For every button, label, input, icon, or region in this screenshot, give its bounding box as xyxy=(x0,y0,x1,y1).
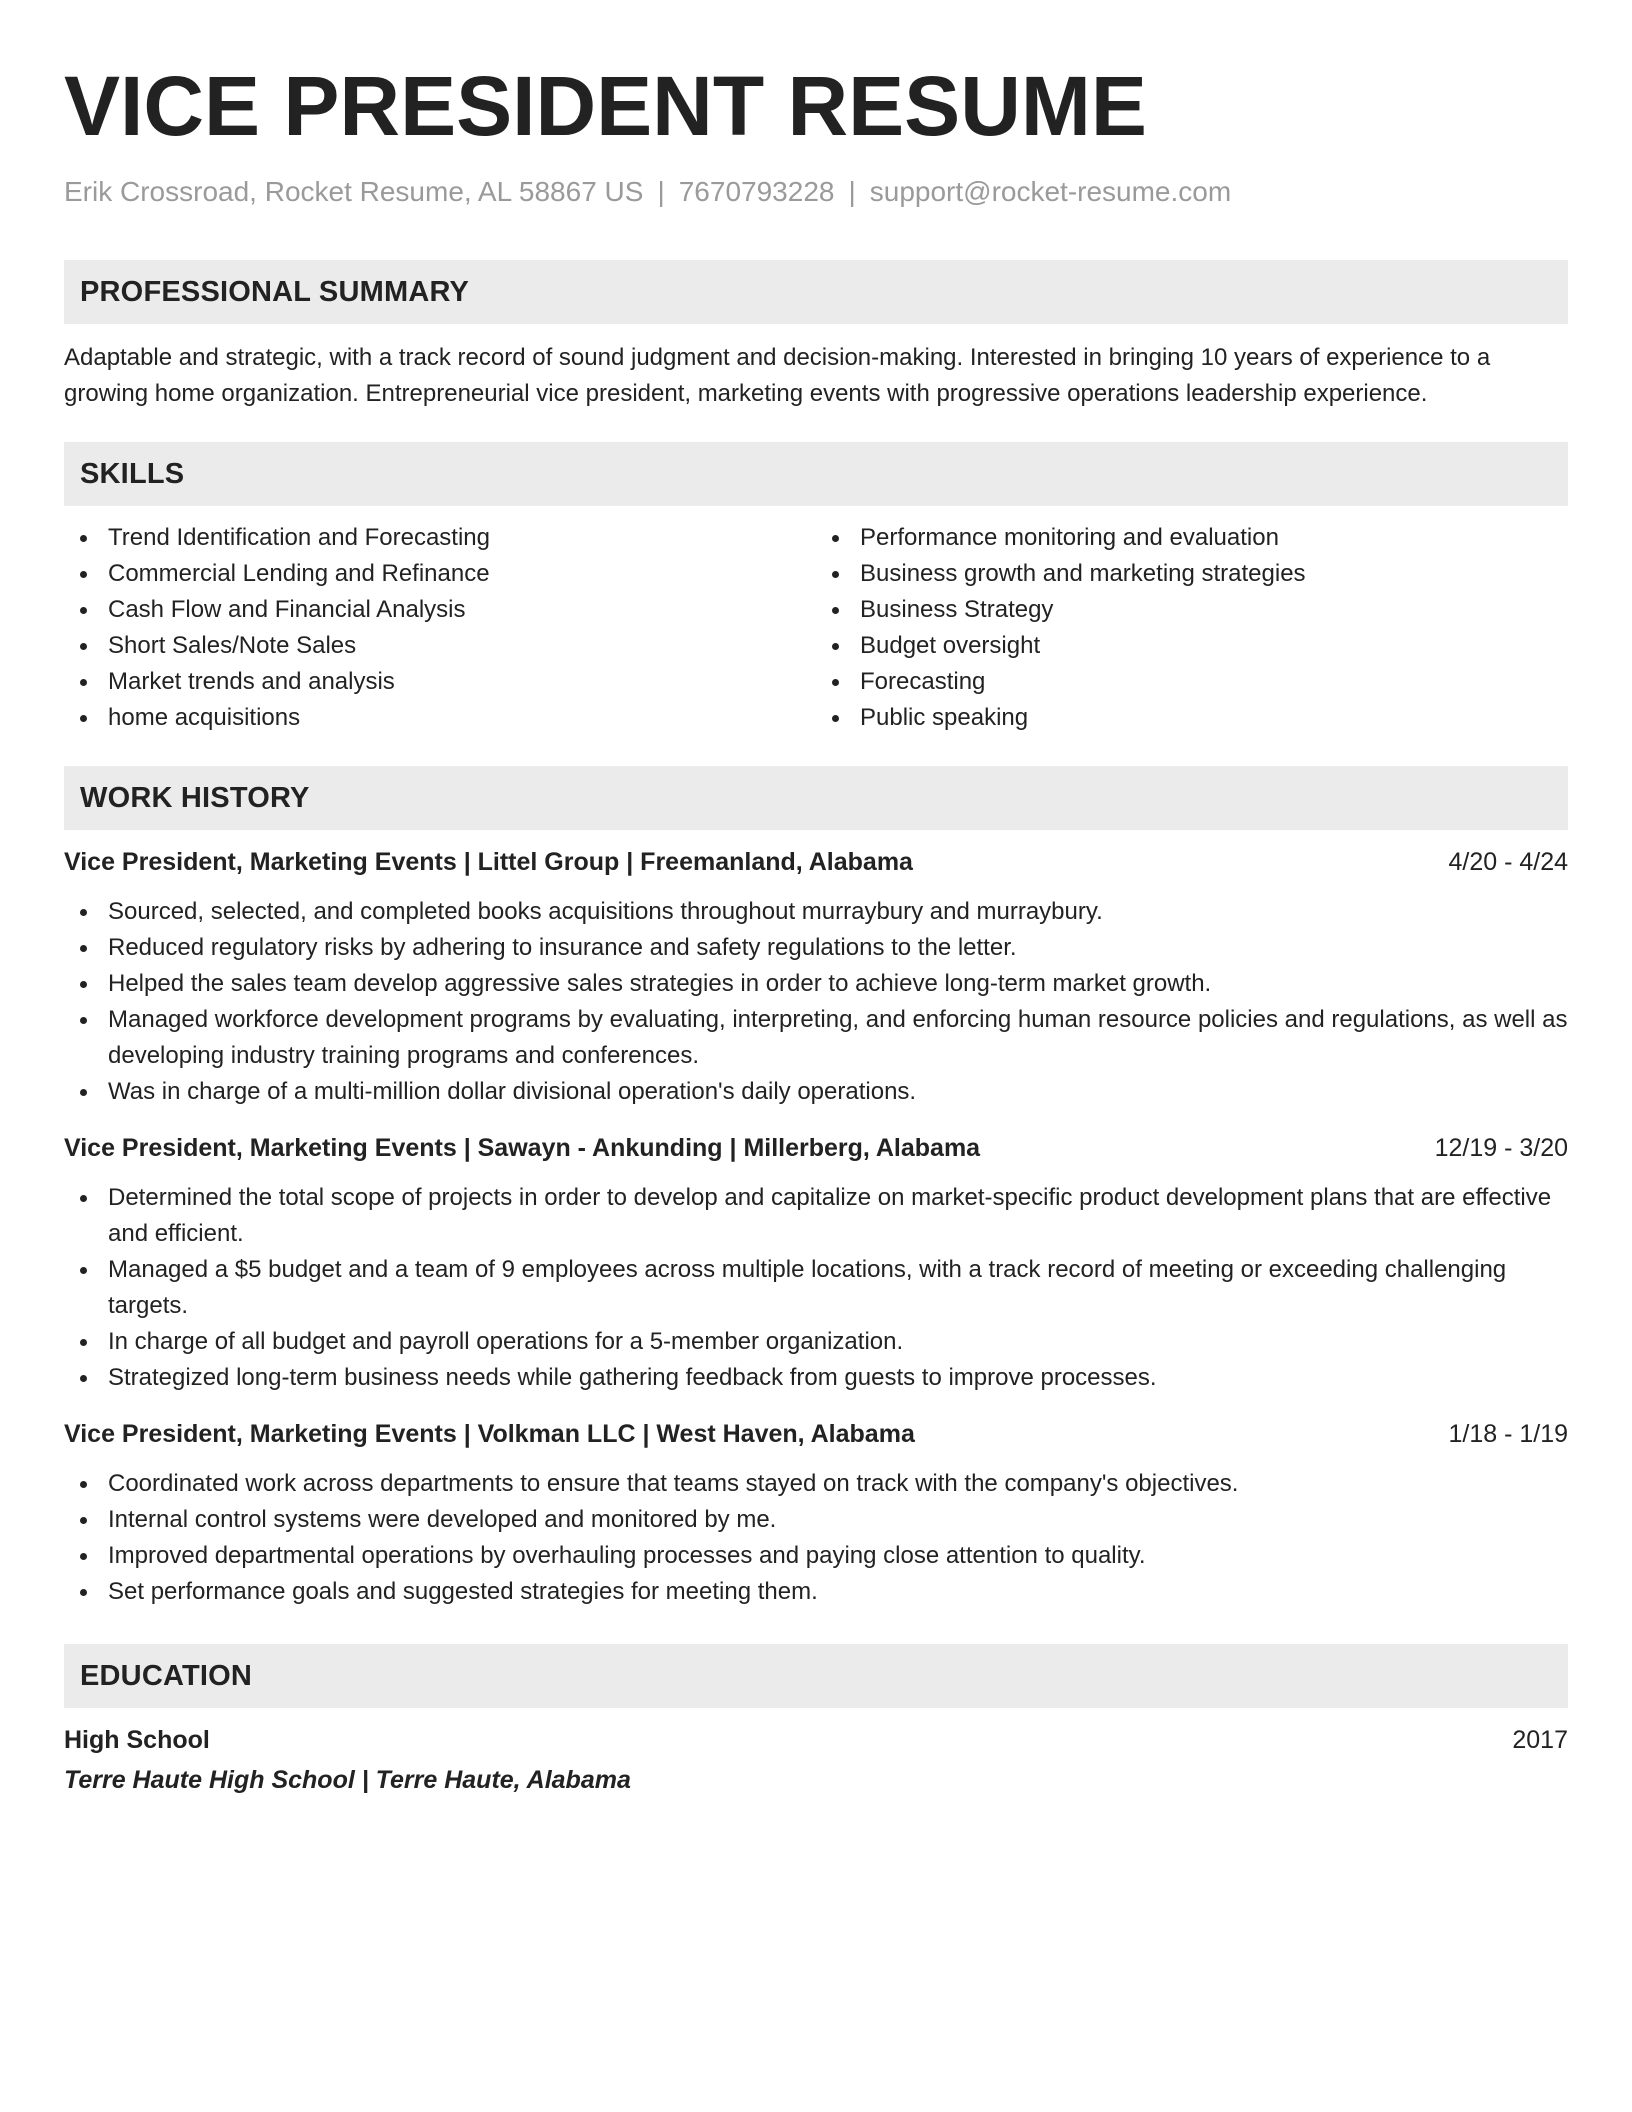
job-dates: 4/20 - 4/24 xyxy=(1448,848,1568,876)
education-school: Terre Haute High School | Terre Haute, Alabama xyxy=(64,1766,631,1794)
job-entry xyxy=(64,844,1568,1110)
skill-item: home acquisitions xyxy=(64,700,816,736)
job-header xyxy=(64,844,1568,880)
job-header xyxy=(64,1130,1568,1166)
skill-item: Public speaking xyxy=(816,700,1568,736)
job-title: Vice President, Marketing Events | Volkman LLC | West Haven, Alabama xyxy=(64,1420,915,1448)
job-bullet: Coordinated work across departments to ensure that teams stayed on track with the company's objectives. xyxy=(64,1466,1568,1502)
job-bullet: Managed a $5 budget and a team of 9 employees across multiple locations, with a track record of meeting or exceeding challenging targets. xyxy=(64,1252,1568,1324)
skill-item: Forecasting xyxy=(816,664,1568,700)
skill-item: Trend Identification and Forecasting xyxy=(64,520,816,556)
skill-item: Business growth and marketing strategies xyxy=(816,556,1568,592)
contact-separator: | xyxy=(848,176,856,207)
skills-column-left xyxy=(64,520,816,736)
skill-item: Short Sales/Note Sales xyxy=(64,628,816,664)
skills-grid xyxy=(64,520,1568,736)
page-title: VICE PRESIDENT RESUME xyxy=(64,59,1147,153)
skill-item: Cash Flow and Financial Analysis xyxy=(64,592,816,628)
skill-item: Budget oversight xyxy=(816,628,1568,664)
contact-separator: | xyxy=(657,176,665,207)
job-entry xyxy=(64,1416,1568,1610)
skill-item: Market trends and analysis xyxy=(64,664,816,700)
contact-line xyxy=(64,174,1568,210)
job-dates: 1/18 - 1/19 xyxy=(1448,1420,1568,1448)
summary-heading: PROFESSIONAL SUMMARY xyxy=(64,260,1568,324)
job-bullet: Helped the sales team develop aggressive sales strategies in order to achieve long-term market growth. xyxy=(64,966,1568,1002)
job-bullet: Set performance goals and suggested strategies for meeting them. xyxy=(64,1574,1568,1610)
job-title: Vice President, Marketing Events | Sawayn - Ankunding | Millerberg, Alabama xyxy=(64,1134,981,1162)
job-bullet: Internal control systems were developed and monitored by me. xyxy=(64,1502,1568,1538)
contact-phone: 7670793228 xyxy=(678,176,835,207)
job-bullet: In charge of all budget and payroll operations for a 5-member organization. xyxy=(64,1324,1568,1360)
education-entry xyxy=(64,1722,1568,1798)
job-bullets xyxy=(64,1180,1568,1396)
job-bullet: Determined the total scope of projects in order to develop and capitalize on market-specific product development plans that are effective and efficient. xyxy=(64,1180,1568,1252)
job-bullet: Improved departmental operations by overhauling processes and paying close attention to quality. xyxy=(64,1538,1568,1574)
job-header xyxy=(64,1416,1568,1452)
job-bullet: Sourced, selected, and completed books acquisitions throughout murraybury and murraybury. xyxy=(64,894,1568,930)
skills-heading: SKILLS xyxy=(64,442,1568,506)
work-history-heading: WORK HISTORY xyxy=(64,766,1568,830)
summary-text: Adaptable and strategic, with a track record of sound judgment and decision-making. Interested in bringing 10 years of experience to a growing home organization. Entrepreneurial vice president, marketing events with progressive operations leadership experience. xyxy=(64,344,1491,407)
contact-email: support@rocket-resume.com xyxy=(869,176,1232,207)
job-bullet: Strategized long-term business needs while gathering feedback from guests to improve processes. xyxy=(64,1360,1568,1396)
skill-item: Commercial Lending and Refinance xyxy=(64,556,816,592)
education-year: 2017 xyxy=(1512,1726,1568,1754)
job-bullet: Managed workforce development programs by evaluating, interpreting, and enforcing human resource policies and regulations, as well as developing industry training programs and conferences. xyxy=(64,1002,1568,1074)
job-dates: 12/19 - 3/20 xyxy=(1434,1134,1568,1162)
job-bullet: Reduced regulatory risks by adhering to insurance and safety regulations to the letter. xyxy=(64,930,1568,966)
job-bullets xyxy=(64,894,1568,1110)
job-entry xyxy=(64,1130,1568,1396)
education-degree: High School xyxy=(64,1726,210,1754)
education-heading: EDUCATION xyxy=(64,1644,1568,1708)
skill-item: Performance monitoring and evaluation xyxy=(816,520,1568,556)
skill-item: Business Strategy xyxy=(816,592,1568,628)
contact-address: Erik Crossroad, Rocket Resume, AL 58867 US xyxy=(64,176,644,207)
job-title: Vice President, Marketing Events | Littel Group | Freemanland, Alabama xyxy=(64,848,913,876)
education-header xyxy=(64,1722,1568,1758)
job-bullet: Was in charge of a multi-million dollar divisional operation's daily operations. xyxy=(64,1074,1568,1110)
job-bullets xyxy=(64,1466,1568,1610)
skills-column-right xyxy=(816,520,1568,736)
